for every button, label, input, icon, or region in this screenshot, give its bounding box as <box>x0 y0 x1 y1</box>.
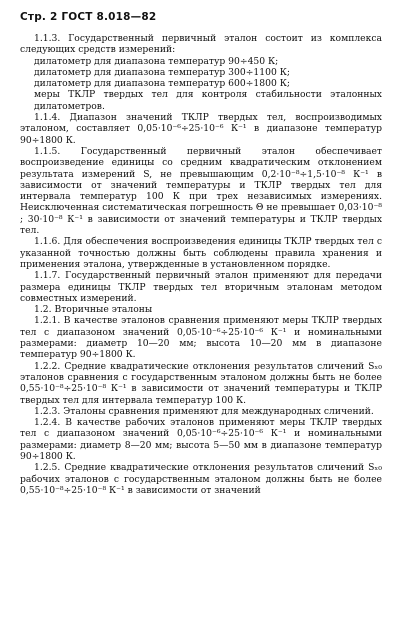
paragraph-1-2-2: 1.2.2. Средние квадратические отклонения результатов сличений Sₓ₀ эталонов сравнения с государственным эталоном должны быть не более 0,55·10⁻⁸÷25·10⁻⁸ К⁻¹ в зависимости от значений температуры и ТКЛР твердых тел для интервала температур 100 К. <box>20 360 382 406</box>
list-item-dilatometer-1: дилатометр для диапазона температур 90÷450 К; <box>34 55 279 67</box>
paragraph-1-1-3: 1.1.3. Государственный первичный эталон состоит из комплекса следующих средств измерений: <box>20 33 382 56</box>
section-heading-1-2: 1.2. Вторичные эталоны <box>34 304 153 316</box>
paragraph-1-2-4: 1.2.4. В качестве рабочих эталонов применяют меры ТКЛР твердых тел с диапазоном значений 0,05·10⁻⁶÷25·10⁻⁶ К⁻¹ и номинальными размерами: диаметр 8—20 мм; высота 5—50 мм в диапазоне температур 90÷1800 К. <box>20 417 382 462</box>
paragraph-1-2-5: 1.2.5. Средние квадратические отклонения результатов сличений Sₓ₀ рабочих эталонов с государственным эталоном должны быть не более 0,55·10⁻⁸÷25·10⁻⁸ К⁻¹ в зависимости от значений <box>20 462 382 496</box>
page-header: Стр. 2 ГОСТ 8.018—82 <box>20 11 157 23</box>
paragraph-1-1-5: 1.1.5. Государственный первичный эталон обеспечивает воспроизведение единицы со средним квадратическим отклонением результата измерений S, не превышающим 0,2·10⁻⁸÷1,5·10⁻⁸ К⁻¹ в зависимости от значений температуры и ТКЛР твердых тел для интервала температур 100 К при трех независимых измерениях. Неисключенная систематическая погрешность Θ не превышает 0,03·10⁻⁸ ; 30·10⁻⁸ К⁻¹ в зависимости от значений температуры и ТКЛР твердых тел. <box>20 145 382 237</box>
paragraph-1-2-3: 1.2.3. Эталоны сравнения применяют для международных сличений. <box>34 405 374 417</box>
paragraph-1-2-1: 1.2.1. В качестве эталонов сравнения применяют меры ТКЛР твердых тел с диапазоном значений 0,05·10⁻⁶÷25·10⁻⁶ К⁻¹ и номинальными размерами: диаметр 10—20 мм; высота 10—20 мм в диапазоне температур 90÷1800 К. <box>20 315 382 361</box>
document-body <box>20 33 382 496</box>
list-item-measures: меры ТКЛР твердых тел для контроля стабильности эталонных дилатометров. <box>34 89 382 112</box>
paragraph-1-1-4: 1.1.4. Диапазон значений ТКЛР твердых тел, воспроизводимых эталоном, составляет 0,05·10⁻⁶÷25·10⁻⁶ К⁻¹ в диапазоне температур 90÷1800 К. <box>20 112 382 146</box>
list-item-dilatometer-3: дилатометр для диапазона температур 600÷1800 К; <box>34 78 290 90</box>
list-item-dilatometer-2: дилатометр для диапазона температур 300÷1100 К; <box>34 66 290 78</box>
paragraph-1-1-6: 1.1.6. Для обеспечения воспроизведения единицы ТКЛР твердых тел с указанной точностью должны быть соблюдены правила хранения и применения эталона, утвержденные в установленном порядке. <box>20 236 382 270</box>
paragraph-1-1-7: 1.1.7. Государственный первичный эталон применяют для передачи размера единицы ТКЛР твердых тел вторичным эталонам методом совместных измерений. <box>20 270 382 304</box>
